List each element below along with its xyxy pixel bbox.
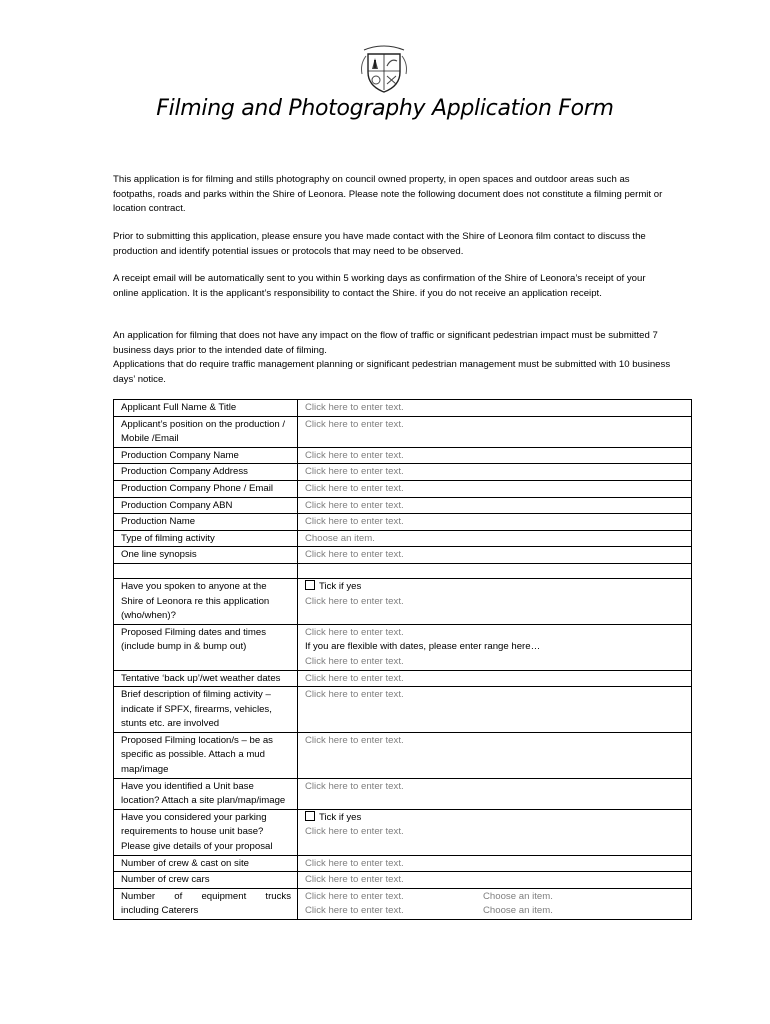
company-address-field[interactable]: Click here to enter text. bbox=[298, 464, 692, 481]
applicant-position-field[interactable]: Click here to enter text. bbox=[298, 416, 692, 447]
row-label: Number of crew & cast on site bbox=[114, 855, 298, 872]
parking-field[interactable]: Click here to enter text. bbox=[305, 826, 404, 838]
table-row bbox=[114, 624, 692, 670]
spoken-to-cell bbox=[298, 578, 692, 624]
company-phone-field[interactable]: Click here to enter text. bbox=[298, 480, 692, 497]
row-label: Production Name bbox=[114, 514, 298, 531]
company-name-field[interactable]: Click here to enter text. bbox=[298, 447, 692, 464]
table-row bbox=[114, 514, 692, 531]
proposed-dates-cell bbox=[298, 624, 692, 670]
row-label: Number of crew cars bbox=[114, 872, 298, 889]
row-label: Have you considered your parking requirements to house unit base? Please give details of your proposal bbox=[114, 809, 298, 855]
spoken-to-field[interactable]: Click here to enter text. bbox=[305, 595, 404, 607]
row-label: Have you identified a Unit base location? Attach a site plan/map/image bbox=[114, 778, 298, 809]
table-row bbox=[114, 497, 692, 514]
company-abn-field[interactable]: Click here to enter text. bbox=[298, 497, 692, 514]
checkbox-icon bbox=[305, 580, 315, 590]
backup-dates-field[interactable]: Click here to enter text. bbox=[298, 670, 692, 687]
unit-base-field[interactable]: Click here to enter text. bbox=[298, 778, 692, 809]
tick-label: Tick if yes bbox=[319, 811, 362, 823]
row-label bbox=[114, 888, 298, 919]
row-label: Production Company ABN bbox=[114, 497, 298, 514]
table-row bbox=[114, 778, 692, 809]
intro-paragraph-3: A receipt email will be automatically sent to you within 5 working days as confirmation of the Shire of Leonora’s receipt of your online application. It is the applicant’s responsibility to contact the Shire. if you do not receive an application receipt. bbox=[113, 273, 646, 299]
locations-field[interactable]: Click here to enter text. bbox=[298, 732, 692, 778]
intro-paragraph-4: An application for filming that does not have any impact on the flow of traffic or significant pedestrian impact must be submitted 7 business days prior to the intended date of filming. Applications that do require traffic management planning or significant pedestrian management must be submitted with 10 business days’ notice. bbox=[113, 330, 671, 385]
spoken-to-checkbox[interactable] bbox=[305, 580, 685, 595]
row-label: Brief description of filming activity – indicate if SPFX, firearms, vehicles, stunts etc. are involved bbox=[114, 687, 298, 733]
table-row bbox=[114, 687, 692, 733]
crew-cars-field[interactable]: Click here to enter text. bbox=[298, 872, 692, 889]
row-label: Proposed Filming dates and times (include bump in & bump out) bbox=[114, 624, 298, 670]
row-label: One line synopsis bbox=[114, 547, 298, 564]
checkbox-icon bbox=[305, 811, 315, 821]
table-row bbox=[114, 447, 692, 464]
trucks-cell bbox=[298, 888, 692, 919]
form-title: Filming and Photography Application Form bbox=[156, 96, 614, 121]
table-row bbox=[114, 872, 692, 889]
row-label: Proposed Filming location/s – be as specific as possible. Attach a mud map/image bbox=[114, 732, 298, 778]
row-label: Have you spoken to anyone at the Shire of Leonora re this application (who/when)? bbox=[114, 578, 298, 624]
synopsis-field[interactable]: Click here to enter text. bbox=[298, 547, 692, 564]
table-row bbox=[114, 400, 692, 417]
application-form-table bbox=[113, 399, 692, 920]
trucks-label-line1: Number of equipment trucks bbox=[121, 890, 291, 902]
table-row bbox=[114, 809, 692, 855]
table-row bbox=[114, 670, 692, 687]
table-row bbox=[114, 732, 692, 778]
applicant-name-field[interactable]: Click here to enter text. bbox=[298, 400, 692, 417]
row-label: Applicant Full Name & Title bbox=[114, 400, 298, 417]
flexible-dates-note: If you are flexible with dates, please enter range here… bbox=[305, 641, 541, 653]
production-name-field[interactable]: Click here to enter text. bbox=[298, 514, 692, 531]
table-row bbox=[114, 855, 692, 872]
row-label: Production Company Name bbox=[114, 447, 298, 464]
intro-paragraph-2: Prior to submitting this application, please ensure you have made contact with the Shire of Leonora film contact to discuss the production and identify potential issues or protocols that may need to be observed. bbox=[113, 231, 646, 257]
row-label: Production Company Phone / Email bbox=[114, 480, 298, 497]
table-row bbox=[114, 578, 692, 624]
table-row bbox=[114, 547, 692, 564]
trucks-label-line2: including Caterers bbox=[121, 905, 199, 917]
blank-cell bbox=[114, 563, 298, 578]
row-label: Applicant’s position on the production / Mobile /Email bbox=[114, 416, 298, 447]
caterers-count-field[interactable]: Click here to enter text. bbox=[305, 905, 404, 917]
trucks-count-field[interactable]: Click here to enter text. bbox=[305, 890, 404, 902]
row-label: Type of filming activity bbox=[114, 530, 298, 547]
table-row bbox=[114, 888, 692, 919]
intro-paragraph-1: This application is for filming and stills photography on council owned property, in open spaces and outdoor areas such as footpaths, roads and parks within the Shire of Leonora. Please note the following document does not constitute a filming permit or location contract. bbox=[113, 174, 663, 214]
row-label: Tentative ‘back up’/wet weather dates bbox=[114, 670, 298, 687]
table-row bbox=[114, 530, 692, 547]
proposed-dates-field[interactable]: Click here to enter text. bbox=[305, 626, 404, 638]
table-row bbox=[114, 416, 692, 447]
crew-cast-field[interactable]: Click here to enter text. bbox=[298, 855, 692, 872]
table-row bbox=[114, 480, 692, 497]
caterers-type-dropdown[interactable]: Choose an item. bbox=[483, 905, 553, 917]
filming-type-dropdown[interactable]: Choose an item. bbox=[298, 530, 692, 547]
tick-label: Tick if yes bbox=[319, 580, 362, 592]
description-field[interactable]: Click here to enter text. bbox=[298, 687, 692, 733]
date-range-field[interactable]: Click here to enter text. bbox=[305, 655, 404, 667]
blank-cell bbox=[298, 563, 692, 578]
shire-crest-logo bbox=[358, 44, 410, 94]
table-row bbox=[114, 464, 692, 481]
parking-cell bbox=[298, 809, 692, 855]
row-label: Production Company Address bbox=[114, 464, 298, 481]
trucks-type-dropdown[interactable]: Choose an item. bbox=[483, 890, 553, 902]
parking-checkbox[interactable] bbox=[305, 811, 685, 826]
blank-row bbox=[114, 563, 692, 578]
